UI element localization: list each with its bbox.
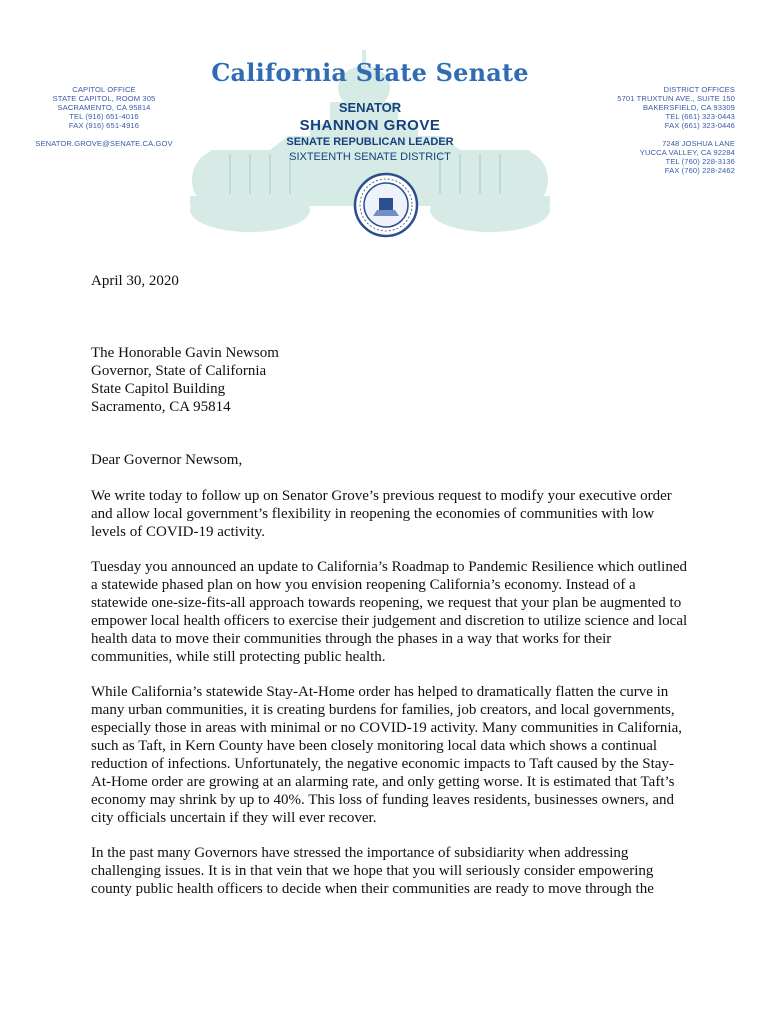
office1-fax: FAX (661) 323-0446	[664, 121, 735, 130]
capitol-office-block	[34, 85, 174, 148]
senate-district: SIXTEENTH SENATE DISTRICT	[289, 151, 451, 163]
office2-fax: FAX (760) 228-2462	[664, 166, 735, 175]
office1-line2: BAKERSFIELD, CA 93309	[642, 103, 735, 112]
district-offices-heading: DISTRICT OFFICES	[663, 85, 735, 94]
recipient-line4: Sacramento, CA 95814	[91, 399, 231, 415]
paragraph-4: In the past many Governors have stressed the importance of subsidiarity when addressing challenging issues. It is in that vein that we hope that you will seriously consider empowering county public health officers to decide when their communities are ready to move through the	[91, 845, 654, 897]
paragraph-3: While California’s statewide Stay-At-Home order has helped to dramatically flatten the curve in many urban communities, it is creating burdens for families, job creators, and local governments, especially those in areas with minimal or no COVID-19 activity. Many communities in California, such as Taft, in Kern County have been closely monitoring local data which shows a continual reduction of infections. Unfortunately, the negative economic impacts to Taft caused by the Stay-At-Home order are growing at an alarming rate, and only getting worse. It is estimated that Taft’s economy may shrink by up to 40%. This loss of funding leaves residents, businesses owners, and city officials uncertain if they will ever recover.	[91, 684, 682, 826]
capitol-office-tel: TEL (916) 651-4016	[69, 112, 139, 121]
paragraph-2: Tuesday you announced an update to California’s Roadmap to Pandemic Resilience which outlined a statewide phased plan on how you envision reopening California’s economy. Instead of a statewide one-size-fits-all approach towards reopening, we request that your plan be augmented to empower local health officers to exercise their judgement and discretion to utilize science and local health data to move their communities through the phases in a way that works for their communities, while still protecting public health.	[91, 559, 688, 665]
salutation: Dear Governor Newsom,	[91, 452, 243, 468]
capitol-office-fax: FAX (916) 651-4916	[68, 121, 140, 130]
capitol-office-line2: SACRAMENTO, CA 95814	[57, 103, 151, 112]
recipient-line2: Governor, State of California	[91, 363, 267, 379]
leader-title: SENATE REPUBLICAN LEADER	[286, 136, 454, 148]
letter-date: April 30, 2020	[91, 273, 179, 289]
capitol-office-email: SENATOR.GROVE@SENATE.CA.GOV	[35, 139, 173, 148]
paragraph-1: We write today to follow up on Senator Grove’s previous request to modify your executive order and allow local government’s flexibility in reopening the economies of communities with low levels of COVID-19 activity.	[91, 488, 672, 540]
recipient-line3: State Capitol Building	[91, 381, 226, 397]
office2-tel: TEL (760) 228-3136	[665, 157, 735, 166]
senator-name: SHANNON GROVE	[299, 117, 441, 134]
senator-label: SENATOR	[338, 100, 402, 115]
district-offices-block	[585, 85, 735, 175]
office2-line1: 7248 JOSHUA LANE	[662, 139, 735, 148]
senate-seal-icon	[353, 172, 419, 238]
senate-title: California State Senate	[211, 58, 529, 87]
office1-tel: TEL (661) 323-0443	[665, 112, 735, 121]
recipient-address	[91, 344, 691, 416]
recipient-line1: The Honorable Gavin Newsom	[91, 345, 279, 361]
office2-line2: YUCCA VALLEY, CA 92284	[639, 148, 735, 157]
capitol-office-line1: STATE CAPITOL, ROOM 305	[52, 94, 156, 103]
capitol-office-heading: CAPITOL OFFICE	[72, 85, 136, 94]
office1-line1: 5701 TRUXTUN AVE., SUITE 150	[617, 94, 735, 103]
